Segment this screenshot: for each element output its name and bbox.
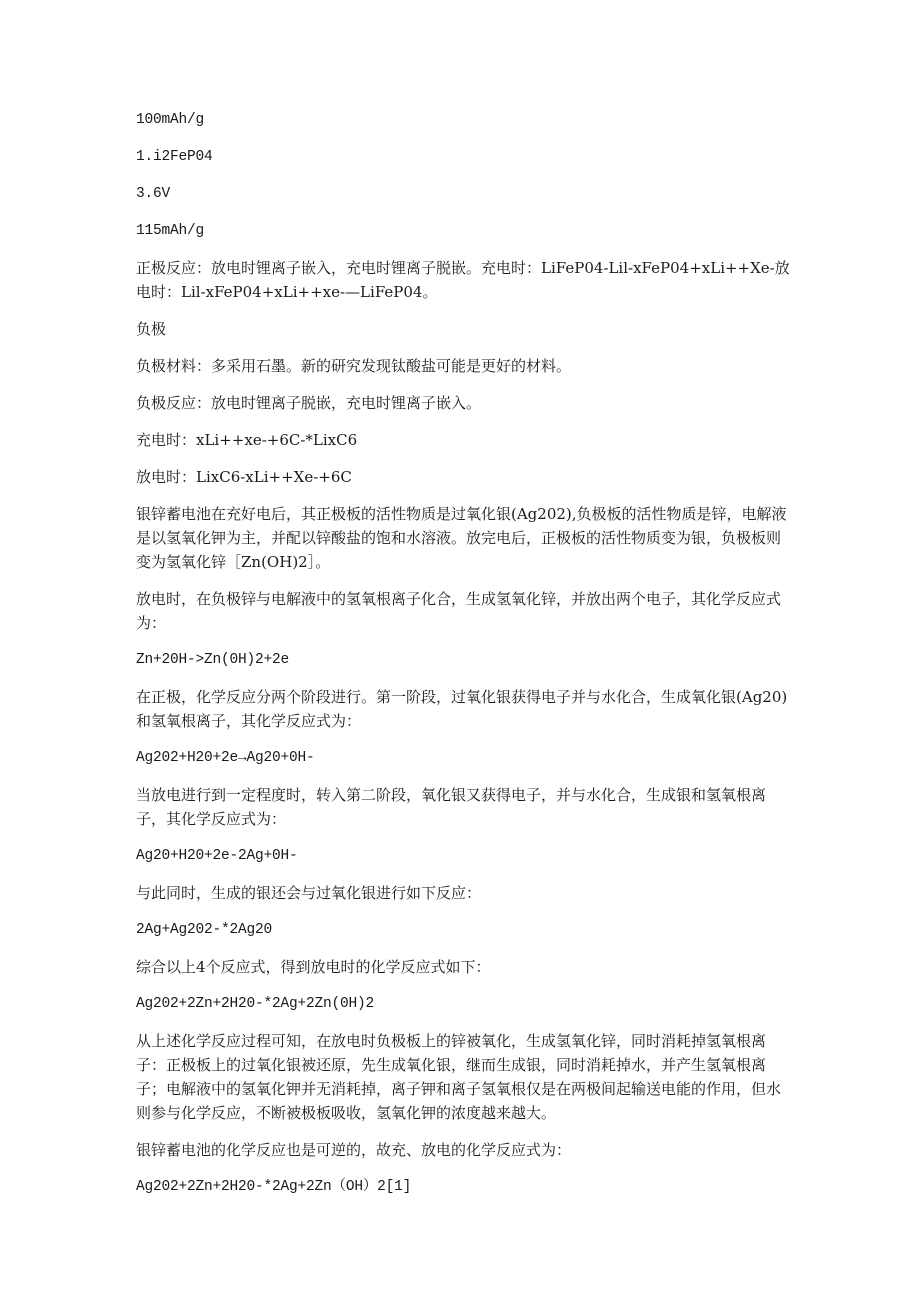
- paragraph-discharge-equation: 放电时：LixC6-xLi++Xe-+6C: [136, 468, 352, 486]
- paragraph-silver-reaction-intro: 与此同时，生成的银还会与过氧化银进行如下反应：: [136, 884, 482, 902]
- paragraph-negative-material: 负极材料：多采用石墨。新的研究发现钛酸盐可能是更好的材料。: [136, 357, 572, 375]
- paragraph-charge-equation: 充电时：xLi++xe-+6C-*LixC6: [136, 431, 358, 449]
- paragraph-negative-heading: 负极: [136, 320, 167, 338]
- paragraph-silver-reaction-equation: 2Ag+Ag202-*2Ag20: [136, 922, 273, 938]
- paragraph-discharge-negative: 放电时，在负极锌与电解液中的氢氧根离子化合，生成氢氧化锌，并放出两个电子，其化学反应式为：: [136, 590, 782, 632]
- paragraph-process-summary: 从上述化学反应过程可知，在放电时负极板上的锌被氧化，生成氢氧化锌，同时消耗掉氢氧根离子：正极板上的过氧化银被还原，先生成氧化银，继而生成银，同时消耗掉水，并产生氢氧根离子；电解液中的氢氧化钾并无消耗掉，离子钾和离子氢氧根仅是在两极间起输送电能的作用，但水则参与化学反应，不断被极板吸收，氢氧化钾的浓度越来越大。: [136, 1032, 782, 1122]
- paragraph-negative-reaction: 负极反应：放电时锂离子脱嵌，充电时锂离子嵌入。: [136, 394, 482, 412]
- paragraph-positive-reaction: 正极反应：放电时锂离子嵌入，充电时锂离子脱嵌。充电时：LiFeP04-Lil-xFeP04+xLi++Xe-放电时：Lil-xFeP04+xLi++xe-—LiFeP04。: [136, 259, 790, 301]
- paragraph-zinc-equation: Zn+20H->Zn(0H)2+2e: [136, 652, 290, 668]
- paragraph-positive-stage-one: 在正极，化学反应分两个阶段进行。第一阶段，过氧化银获得电子并与水化合，生成氧化银(Ag20)和氢氧根离子，其化学反应式为：: [136, 688, 788, 730]
- paragraph-reversible-equation: Ag202+2Zn+2H20-*2Ag+2Zn（OH）2[1]: [136, 1179, 412, 1195]
- paragraph-formula-li2fepo4: 1.i2FeP04: [136, 149, 213, 165]
- paragraph-positive-stage-two: 当放电进行到一定程度时，转入第二阶段，氧化银又获得电子，并与水化合，生成银和氢氧根离子，其化学反应式为：: [136, 786, 767, 828]
- paragraph-reversible-intro: 银锌蓄电池的化学反应也是可逆的，故充、放电的化学反应式为：: [136, 1141, 572, 1159]
- paragraph-combined-intro: 综合以上4个反应式，得到放电时的化学反应式如下：: [136, 958, 491, 976]
- paragraph-capacity-2: 115mAh/g: [136, 223, 205, 239]
- paragraph-silver-zinc-intro: 银锌蓄电池在充好电后，其正极板的活性物质是过氧化银(Ag202),负极板的活性物质是锌，电解液是以氢氧化钾为主，并配以锌酸盐的饱和水溶液。放完电后，正极板的活性物质变为银，负极板则变为氢氧化锌［Zn(OH)2］。: [136, 505, 787, 571]
- paragraph-stage-two-equation: Ag20+H20+2e-2Ag+0H-: [136, 848, 298, 864]
- document-body: [136, 108, 791, 1212]
- paragraph-voltage: 3.6V: [136, 186, 171, 202]
- paragraph-capacity-1: 100mAh/g: [136, 112, 205, 128]
- paragraph-stage-one-equation: Ag202+H20+2e→Ag20+0H-: [136, 750, 315, 766]
- paragraph-combined-equation: Ag202+2Zn+2H20-*2Ag+2Zn(0H)2: [136, 996, 375, 1012]
